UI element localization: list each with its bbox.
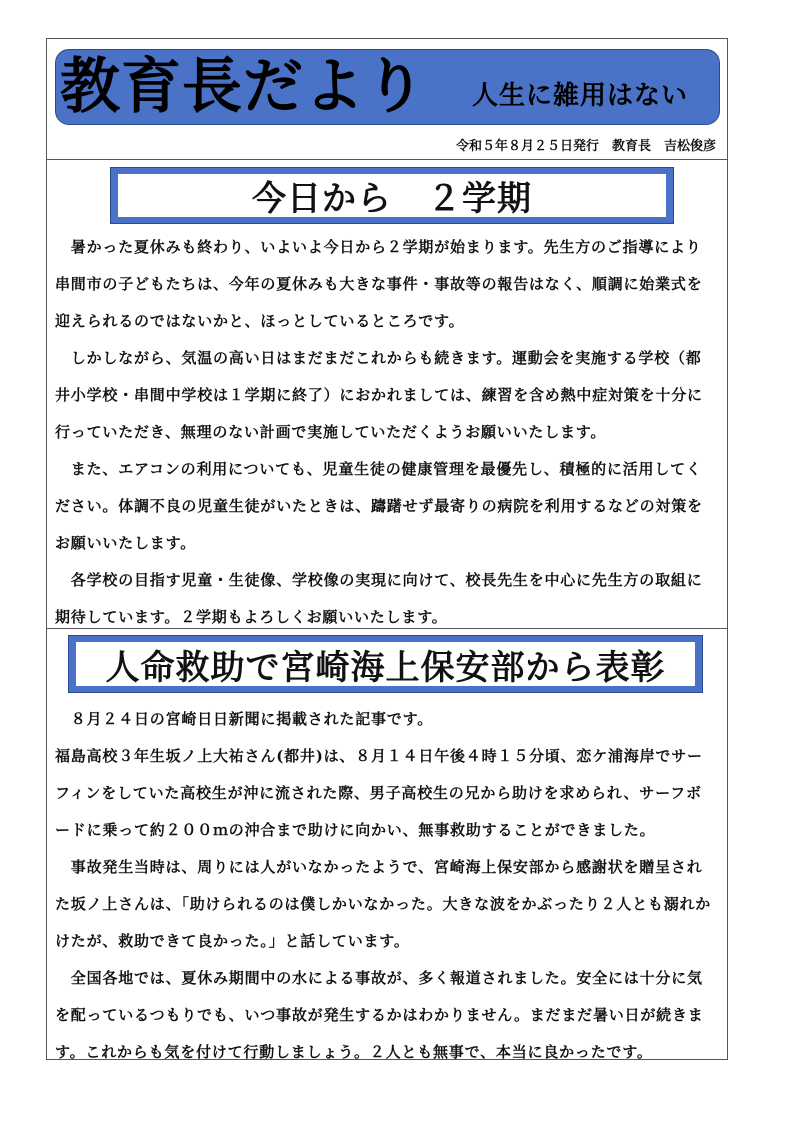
section2-line: ８月２４日の宮崎日日新聞に掲載された記事です。 — [55, 710, 434, 728]
header-divider — [46, 159, 728, 160]
section1-line: また、エアコンの利用についても、児童生徒の健康管理を最優先し、積極的に活用してく — [55, 460, 702, 478]
section2-heading-box — [68, 635, 703, 693]
section2-line: た坂ノ上さんは、「助けられるのは僕しかいなかった。大きな波をかぶったり２人とも溺れか — [55, 895, 712, 913]
issue-info: 令和５年８月２５日発行 教育長 吉松俊彦 — [455, 139, 716, 154]
section2-line: す。これからも気を付けて行動しましょう。２人とも無事で、本当に良かったです。 — [55, 1043, 653, 1061]
header-banner — [55, 49, 720, 125]
section1-line: 暑かった夏休みも終わり、いよいよ今日から２学期が始まります。先生方のご指導により — [55, 238, 702, 256]
newsletter-subtitle: 人生に雑用はない — [472, 81, 689, 111]
section2-line: けたが、救助できて良かった。」と話しています。 — [55, 932, 410, 950]
section1-line: しかしながら、気温の高い日はまだまだこれからも続きます。運動会を実施する学校（都 — [55, 349, 702, 367]
newsletter-title: 教育長だより — [60, 52, 426, 122]
section1-body — [55, 229, 715, 636]
section2-line: 福島高校３年生坂ノ上大祐さん(都井)は、８月１４日午後４時１５分頃、恋ケ浦海岸でサー — [55, 747, 703, 765]
section1-heading-box — [110, 167, 674, 224]
section2-line: 事故発生当時は、周りには人がいなかったようで、宮崎海上保安部から感謝状を贈呈され — [55, 858, 703, 876]
section1-line: 期待しています。２学期もよろしくお願いいたします。 — [55, 608, 448, 626]
section1-line: ださい。体調不良の児童生徒がいたときは、躊躇せず最寄りの病院を利用するなどの対策を — [55, 497, 703, 515]
section-divider — [46, 628, 728, 629]
section2-line: ードに乗って約２００ｍの沖合まで助けに向かい、無事救助することができました。 — [55, 821, 656, 839]
section1-line: 各学校の目指す児童・生徒像、学校像の実現に向けて、校長先生を中心に先生方の取組に — [55, 571, 703, 589]
section2-line: を配っているつもりでも、いつ事故が発生するかはわかりません。まだまだ暑い日が続きま — [55, 1006, 704, 1024]
section1-line: 行っていただき、無理のない計画で実施していただくようお願いいたします。 — [55, 423, 607, 441]
section1-line: 井小学校・串間中学校は１学期に終了）におかれましては、練習を含め熱中症対策を十分に — [55, 386, 703, 404]
section2-body — [55, 701, 715, 1071]
section1-line: 串間市の子どもたちは、今年の夏休みも大きな事件・事故等の報告はなく、順調に始業式を — [55, 275, 703, 293]
section1-heading: 今日から ２学期 — [118, 174, 666, 217]
section2-line: 全国各地では、夏休み期間中の水による事故が、多く報道されました。安全には十分に気 — [55, 969, 703, 987]
section1-line: お願いいたします。 — [55, 534, 197, 552]
section1-line: 迎えられるのではないかと、ほっとしているところです。 — [55, 312, 465, 330]
section2-line: フィンをしていた高校生が沖に流された際、男子高校生の兄から助けを求められ、サーフボ — [55, 784, 702, 802]
section2-heading: 人命救助で宮崎海上保安部から表彰 — [76, 642, 695, 686]
